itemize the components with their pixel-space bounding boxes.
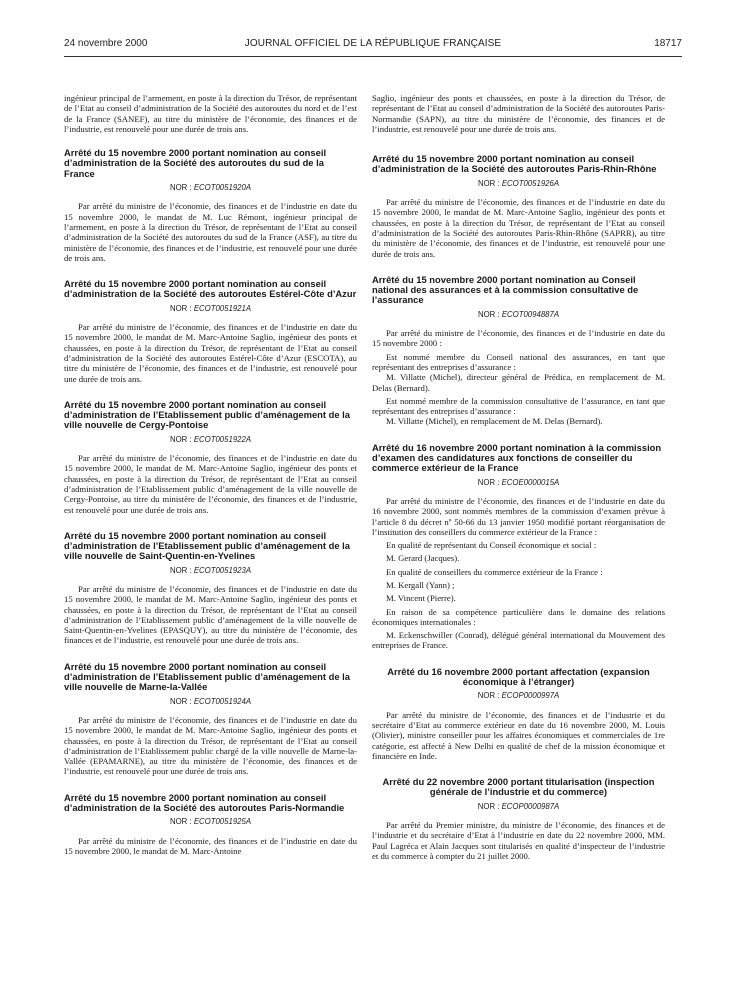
- journal-title: JOURNAL OFFICIEL DE LA RÉPUBLIQUE FRANÇAISE: [244, 38, 502, 49]
- nor-label: NOR :: [169, 303, 192, 313]
- continuation-text: Saglio, ingénieur des ponts et chaussées, en poste à la direction du Trésor, de représentant de l’Etat au conseil d’administration de la Société des autoroutes Paris-Normandie (SAPN), au titre du ministère de l’économie, des finances et de l’industrie, est renouvelé pour une durée de trois ans.: [372, 93, 665, 134]
- nor-code: ECOT0094887A: [501, 309, 560, 319]
- nor-code: ECOT0051924A: [193, 696, 252, 706]
- nor-label: NOR :: [477, 477, 500, 487]
- nor-line: [372, 802, 665, 812]
- article-assurances: [372, 275, 665, 427]
- article-title: Arrêté du 16 novembre 2000 portant nomination à la commission d’examen des candidatures aux fonctions de conseiller du commerce extérieur de la France: [372, 441, 662, 474]
- article-body: Par arrêté du ministre de l’économie, des finances et de l’industrie en date du 15 novembre 2000, le mandat de M. Marc-Antoine Saglio, ingénieur des ponts et chaussées, en poste à la direction du Trésor, de représentant de l’Etat au conseil d’administration de l’Etablissement public chargé de la ville nouvelle de Marne-la-Vallée (EPAMARNE), au titre du ministère de l’économie, des finances et de l’industrie, est renouvelé pour une durée de trois ans.: [64, 714, 357, 777]
- nor-line: [64, 697, 357, 707]
- issue-date: 24 novembre 2000: [64, 38, 148, 49]
- nor-code: ECOP0000997A: [501, 691, 560, 701]
- article-body: Par arrêté du ministre de l’économie, des finances et de l’industrie en date du 15 novembre 2000, le mandat de M. Luc Rémont, ingénieur principal de l’armement, en poste à la direction du Trésor, de représentant de l’Etat au conseil d’administration de la Société des autoroutes du sud de la France (ASF), au titre du ministère de l’économie, des finances et de l’industrie, est renouvelé pour une durée de trois ans.: [64, 201, 357, 263]
- article-body: Par arrêté du ministre de l’économie, des finances et de l’industrie en date du 15 novembre 2000, le mandat de M. Marc-Antoine Saglio, ingénieur des ponts et chaussées, en poste à la direction du Trésor, de représentant de l’Etat au conseil d’administration de l’Etablissement public d’aménagement de la ville nouvelle de Cergy-Pontoise, au titre du ministère de l’économie, des finances et de l’industrie, est renouvelé pour une durée de trois ans.: [64, 453, 357, 515]
- page-number: 18717: [654, 38, 682, 49]
- article-commerce-exterieur: [372, 443, 665, 651]
- nor-label: NOR :: [169, 434, 192, 444]
- nor-line: [64, 566, 357, 576]
- nor-code: ECOT0051925A: [193, 817, 252, 827]
- article-title: Arrêté du 15 novembre 2000 portant nomination au conseil d’administration de la Société des autoroutes Estérel-Côte d’Azur: [64, 278, 357, 300]
- article-title: Arrêté du 16 novembre 2000 portant affectation (expansion économique à l’étranger): [387, 665, 650, 688]
- nor-label: NOR :: [477, 801, 500, 811]
- article-title: Arrêté du 15 novembre 2000 portant nomination au conseil d’administration de la Société des autoroutes du sud de la France: [64, 147, 327, 179]
- nor-line: [64, 435, 357, 445]
- left-column: [64, 93, 357, 856]
- nor-code: ECOT0051923A: [193, 565, 252, 575]
- article-saint-quentin: [64, 531, 357, 646]
- header-rule: [64, 56, 682, 57]
- article-body: Par arrêté du ministre de l’économie, des finances et de l’industrie en date du 15 novembre 2000, le mandat de M. Marc-Antoine Saglio, ingénieur des ponts et chaussées, en poste à la direction du Trésor, de représentant de l’Etat au conseil d’administration de la Société des autoroutes Paris-Rhin-Rhône (SAPRR), au titre du ministère de l’économie, des finances et de l’industrie, est renouvelé pour une durée de trois ans.: [372, 197, 665, 259]
- nor-label: NOR :: [477, 309, 500, 319]
- article-body: Par arrêté du ministre de l’économie, des finances et de l’industrie en date du 15 novembre 2000 :: [372, 328, 665, 349]
- article-body: Par arrêté du ministre de l’économie, des finances et de l’industrie en date du 15 novembre 2000, le mandat de M. Marc-Antoine Saglio, ingénieur des ponts et chaussées, en poste à la direction du Trésor, de représentant de l’Etat au conseil d’administration de la Société des autoroutes Estérel-Côte d’Azur (ESCOTA), au titre du ministère de l’économie, des finances et de l’industrie, est renouvelé pour une durée de trois ans.: [64, 322, 357, 384]
- nor-code: ECOE0000015A: [501, 477, 560, 487]
- nor-label: NOR :: [169, 565, 192, 575]
- article-title: Arrêté du 15 novembre 2000 portant nomination au Conseil national des assurances et à la commission consultative de l’assurance: [372, 273, 639, 306]
- article-body: M. Gerard (Jacques).: [386, 553, 460, 564]
- article-body: M. Vincent (Pierre).: [386, 593, 456, 604]
- nor-line: [372, 478, 665, 488]
- article-marne: [64, 662, 357, 777]
- article-body: Par arrêté du ministre de l’économie, des finances et de l’industrie en date du 15 novembre 2000, le mandat de M. Marc-Antoine: [64, 835, 357, 856]
- nor-line: [372, 310, 665, 320]
- article-body: Par arrêté du Premier ministre, du ministre de l’économie, des finances et de l’industrie et du secrétaire d’Etat à l’industrie en date du 22 novembre 2000, MM. Paul Lagréca et Alain Jacques sont titularisés en qualité d’inspecteur de l’industrie et du commerce à compter du 21 juillet 2000.: [372, 820, 665, 861]
- article-title: Arrêté du 15 novembre 2000 portant nomination au conseil d’administration de l’Etablissement public d’aménagement de la ville nouvelle de Cergy-Pontoise: [64, 398, 351, 431]
- nor-line: [372, 179, 665, 189]
- article-body: M. Villatte (Michel), directeur général de Prédica, en remplacement de M. Delas (Bernard).: [372, 372, 665, 393]
- article-cergy: [64, 400, 357, 515]
- nor-code: ECOP0000987A: [501, 801, 560, 811]
- article-body: Est nommé membre de la commission consultative de l’assurance, en tant que représentant des entreprises d’assurance :: [372, 395, 665, 417]
- article-body: M. Eckenschwiller (Conrad), délégué général international du Mouvement des entreprises de France.: [372, 630, 665, 651]
- article-body: Est nommé membre du Conseil national des assurances, en tant que représentant des entreprises d’assurance :: [372, 351, 665, 372]
- nor-code: ECOT0051926A: [501, 178, 560, 188]
- article-affectation: [372, 667, 665, 761]
- nor-line: [64, 817, 357, 827]
- article-paris-normandie: [64, 793, 357, 856]
- nor-code: ECOT0051921A: [193, 303, 252, 313]
- right-column: [372, 93, 665, 861]
- article-body: En qualité de conseillers du commerce extérieur de la France :: [386, 566, 603, 577]
- continuation-text: ingénieur principal de l’armement, en poste à la direction du Trésor, de représentant de l’Etat au conseil d’administration de la Société des autoroutes du nord et de l’est de la France (SANEF), au titre du ministère de l’économie, des finances et de l’industrie, est renouvelé pour une durée de trois ans.: [64, 93, 357, 134]
- article-body: M. Villatte (Michel), en remplacement de M. Delas (Bernard).: [386, 416, 603, 427]
- article-title: Arrêté du 15 novembre 2000 portant nomination au conseil d’administration de la Société des autoroutes Paris-Normandie: [64, 791, 345, 814]
- nor-label: NOR :: [169, 696, 192, 706]
- nor-label: NOR :: [169, 817, 192, 827]
- page-header: [64, 38, 682, 54]
- nor-label: NOR :: [477, 178, 500, 188]
- nor-line: [64, 183, 357, 193]
- article-paris-rhin-rhone: [372, 154, 665, 259]
- article-escota: [64, 279, 357, 384]
- article-body: M. Kergall (Yann) ;: [386, 579, 455, 590]
- article-body: En qualité de représentant du Conseil économique et social :: [386, 540, 597, 551]
- article-title: Arrêté du 15 novembre 2000 portant nomination au conseil d’administration de la Société des autoroutes Paris-Rhin-Rhône: [372, 153, 657, 175]
- nor-code: ECOT0051922A: [193, 434, 252, 444]
- article-asf: [64, 148, 357, 263]
- article-body: Par arrêté du ministre de l’économie, des finances et de l’industrie en date du 16 novembre 2000, sont nommés membres de la commission d’examen prévue à l’article 8 du décret nº 50-66 du 13 janvier 1950 modifié portant réorganisation de l’institution des conseillers du commerce extérieur de la France :: [372, 495, 665, 537]
- article-title: Arrêté du 15 novembre 2000 portant nomination au conseil d’administration de l’Etablissement public d’aménagement de la ville nouvelle de Saint-Quentin-en-Yvelines: [64, 529, 351, 562]
- nor-label: NOR :: [477, 691, 500, 701]
- article-title: Arrêté du 22 novembre 2000 portant titularisation (inspection générale de l’industrie et du commerce): [382, 776, 655, 798]
- article-body: Par arrêté du ministre de l’économie, des finances et de l’industrie et du secrétaire d’Etat au commerce extérieur en date du 16 novembre 2000, M. Louis (Olivier), ministre conseiller pour les affaires économiques et commerciales de 1re catégorie, est affecté à New Delhi en qualité de chef de la mission économique et financière en Inde.: [372, 709, 665, 761]
- article-title: Arrêté du 15 novembre 2000 portant nomination au conseil d’administration de l’Etablissement public d’aménagement de la ville nouvelle de Marne-la-Vallée: [64, 660, 351, 693]
- article-body: En raison de sa compétence particulière dans le domaine des relations économiques internationales :: [372, 606, 665, 627]
- nor-line: [372, 691, 665, 701]
- article-body: Par arrêté du ministre de l’économie, des finances et de l’industrie en date du 15 novembre 2000, le mandat de M. Marc-Antoine Saglio, ingénieur des ponts et chaussées, en poste à la direction du Trésor, de représentant de l’Etat au conseil d’administration de l’Etablissement public d’aménagement de la ville nouvelle de Saint-Quentin-en-Yvelines (EPASQUY), au titre du ministère de l’économie, des finances et de l’industrie, est renouvelé pour une durée de trois ans.: [64, 583, 357, 646]
- nor-code: ECOT0051920A: [193, 183, 252, 193]
- nor-line: [64, 304, 357, 314]
- nor-label: NOR :: [169, 183, 192, 193]
- article-titularisation: [372, 777, 665, 861]
